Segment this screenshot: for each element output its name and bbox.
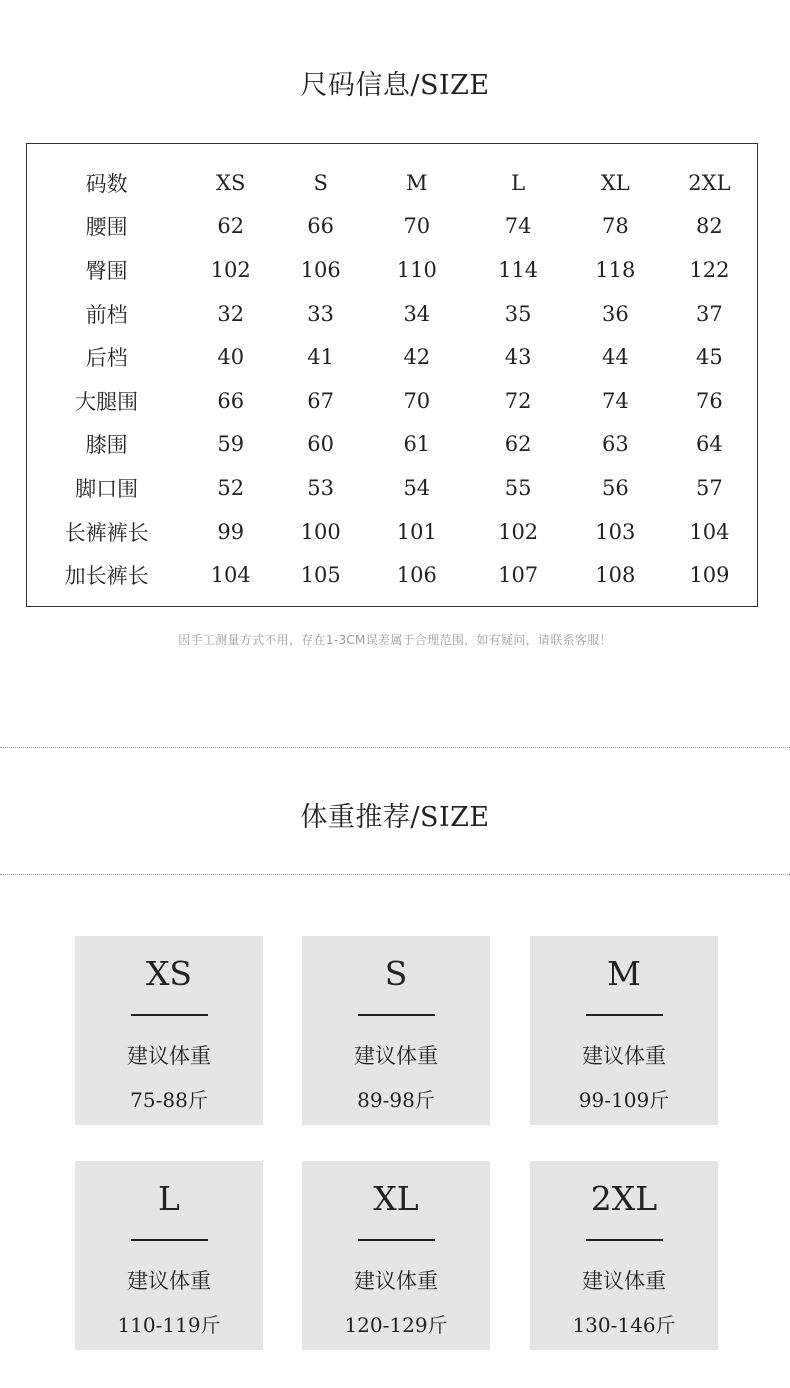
card-weight-range: 130-146斤 — [572, 1313, 676, 1337]
card-size-label: XS — [145, 954, 193, 993]
table-cell: 32 — [217, 301, 245, 326]
table-cell: 78 — [601, 214, 629, 239]
card-weight-caption: 建议体重 — [354, 1044, 438, 1068]
header-cell-2xl: 2XL — [688, 170, 731, 195]
card-underline — [131, 1239, 208, 1241]
table-cell: 55 — [504, 475, 532, 500]
table-cell: 33 — [307, 301, 335, 326]
table-cell: 102 — [498, 519, 539, 544]
table-cell: 76 — [696, 388, 723, 413]
row-label: 臀围 — [85, 258, 128, 283]
table-cell: 57 — [696, 475, 723, 500]
table-row — [27, 466, 757, 510]
size-card-xs — [75, 936, 263, 1125]
table-cell: 45 — [696, 345, 723, 370]
table-cell: 52 — [217, 475, 245, 500]
table-cell: 101 — [396, 519, 437, 544]
table-cell: 104 — [210, 563, 251, 588]
card-weight-caption: 建议体重 — [582, 1269, 666, 1293]
card-weight-range: 75-88斤 — [130, 1088, 208, 1112]
table-cell: 54 — [403, 475, 431, 500]
card-underline — [358, 1239, 435, 1241]
card-size-label: L — [158, 1179, 180, 1218]
row-label: 大腿围 — [75, 389, 139, 414]
size-table — [27, 161, 757, 597]
header-cell-s: S — [313, 170, 328, 195]
table-cell: 42 — [403, 345, 431, 370]
card-size-label: XL — [373, 1179, 419, 1218]
card-weight-caption: 建议体重 — [127, 1269, 211, 1293]
table-cell: 104 — [689, 519, 730, 544]
table-cell: 43 — [504, 345, 532, 370]
table-cell: 70 — [403, 388, 431, 413]
table-cell: 102 — [210, 257, 251, 282]
measurement-note: 因手工测量方式不用，存在1-3CM误差属于合理范围，如有疑问，请联系客服！ — [178, 633, 612, 647]
table-row — [27, 553, 757, 597]
table-cell: 114 — [498, 257, 539, 282]
table-row — [27, 335, 757, 379]
row-label: 后档 — [85, 346, 128, 371]
row-label: 前档 — [85, 302, 128, 327]
table-row — [27, 248, 757, 292]
table-cell: 66 — [217, 388, 245, 413]
card-weight-range: 99-109斤 — [578, 1088, 670, 1112]
table-cell: 70 — [403, 214, 431, 239]
row-label: 膝围 — [85, 433, 128, 458]
table-cell: 99 — [217, 519, 245, 544]
size-card-s — [302, 936, 490, 1125]
header-cell-size-code: 码数 — [85, 171, 128, 196]
row-label: 长裤裤长 — [64, 520, 149, 545]
table-cell: 64 — [696, 432, 723, 457]
table-cell: 53 — [307, 475, 335, 500]
table-cell: 106 — [396, 563, 437, 588]
table-cell: 67 — [307, 388, 335, 413]
table-cell: 109 — [689, 563, 730, 588]
card-weight-caption: 建议体重 — [354, 1269, 438, 1293]
size-card-m — [530, 936, 718, 1125]
table-cell: 107 — [498, 563, 539, 588]
table-cell: 122 — [689, 257, 730, 282]
dotted-divider — [0, 874, 790, 875]
table-header-row — [27, 161, 757, 205]
table-cell: 34 — [403, 301, 431, 326]
table-row — [27, 423, 757, 467]
size-info-title: 尺码信息/SIZE — [300, 70, 490, 101]
card-weight-caption: 建议体重 — [582, 1044, 666, 1068]
row-label: 加长裤长 — [64, 564, 149, 589]
table-cell: 74 — [504, 214, 532, 239]
row-label: 脚口围 — [75, 476, 139, 501]
table-cell: 82 — [696, 214, 723, 239]
table-row — [27, 205, 757, 249]
card-weight-range: 89-98斤 — [357, 1088, 435, 1112]
size-chart — [26, 143, 758, 607]
table-cell: 60 — [307, 432, 335, 457]
card-underline — [131, 1014, 208, 1016]
table-cell: 37 — [696, 301, 723, 326]
card-size-label: S — [384, 954, 408, 993]
table-row — [27, 292, 757, 336]
card-size-label: 2XL — [590, 1179, 658, 1218]
table-cell: 41 — [307, 345, 335, 370]
card-underline — [586, 1239, 663, 1241]
card-weight-range: 110-119斤 — [117, 1313, 221, 1337]
table-cell: 44 — [601, 345, 629, 370]
table-cell: 62 — [504, 432, 532, 457]
header-cell-xl: XL — [600, 170, 630, 195]
size-card-2xl — [530, 1161, 718, 1350]
table-cell: 66 — [307, 214, 335, 239]
table-cell: 108 — [595, 563, 636, 588]
table-cell: 110 — [396, 257, 437, 282]
table-cell: 74 — [601, 388, 629, 413]
table-cell: 105 — [300, 563, 341, 588]
size-card-l — [75, 1161, 263, 1350]
table-cell: 40 — [217, 345, 245, 370]
table-cell: 61 — [403, 432, 431, 457]
table-cell: 118 — [595, 257, 636, 282]
card-weight-range: 120-129斤 — [344, 1313, 448, 1337]
card-weight-caption: 建议体重 — [127, 1044, 211, 1068]
table-row — [27, 379, 757, 423]
row-label: 腰围 — [85, 215, 128, 240]
table-cell: 63 — [601, 432, 629, 457]
table-cell: 56 — [601, 475, 629, 500]
table-cell: 72 — [504, 388, 532, 413]
table-cell: 59 — [217, 432, 245, 457]
weight-recommendation-title: 体重推荐/SIZE — [300, 802, 490, 833]
table-cell: 62 — [217, 214, 245, 239]
table-cell: 100 — [300, 519, 341, 544]
table-row — [27, 510, 757, 554]
table-cell: 106 — [300, 257, 341, 282]
card-underline — [586, 1014, 663, 1016]
header-cell-l: L — [511, 170, 526, 195]
dotted-divider — [0, 747, 790, 748]
card-size-label: M — [607, 954, 641, 993]
size-card-xl — [302, 1161, 490, 1350]
table-cell: 35 — [504, 301, 532, 326]
header-cell-m: M — [406, 170, 428, 195]
card-underline — [358, 1014, 435, 1016]
table-cell: 103 — [595, 519, 636, 544]
header-cell-xs: XS — [216, 170, 246, 195]
table-cell: 36 — [601, 301, 629, 326]
